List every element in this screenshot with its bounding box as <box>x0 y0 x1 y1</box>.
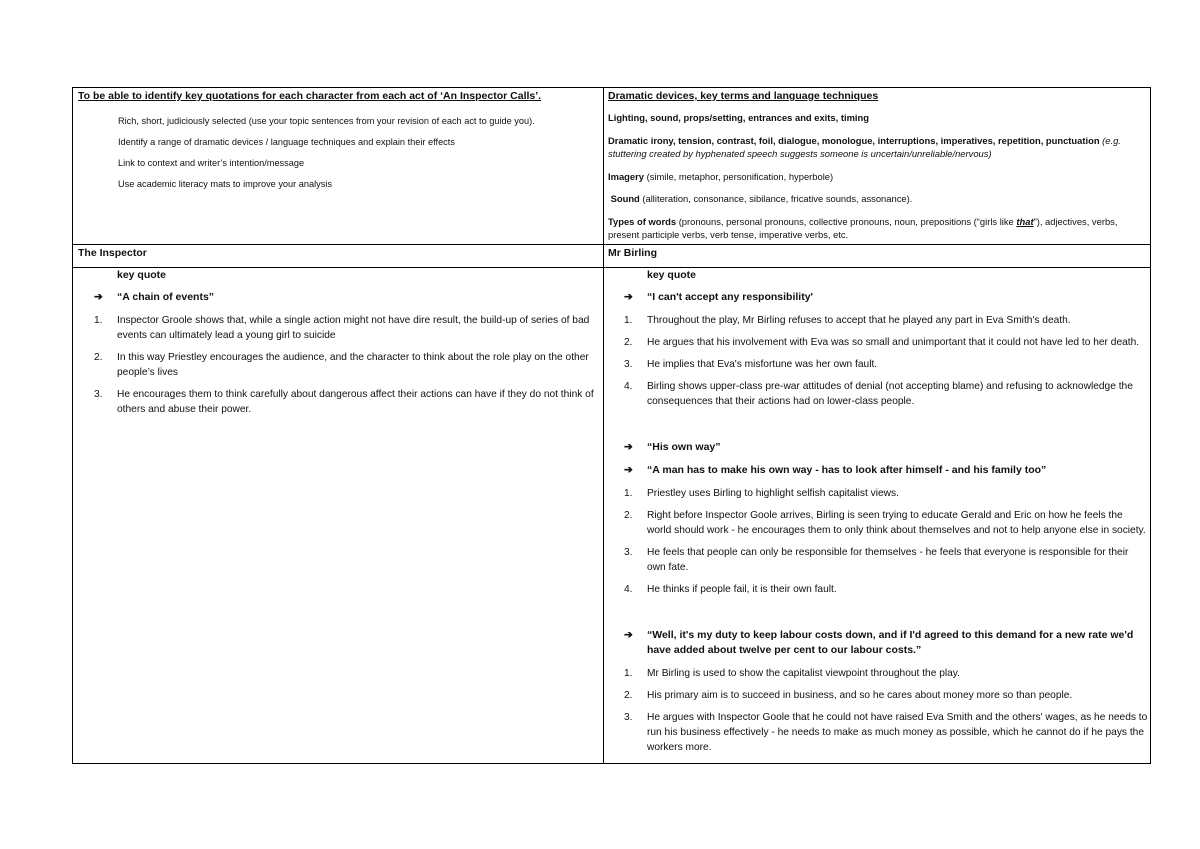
birling-quote-3 <box>605 463 1149 478</box>
list-text: He thinks if people fail, it is their own fault. <box>647 584 837 595</box>
list-number: 3. <box>624 547 633 558</box>
birling-cell <box>605 269 1149 762</box>
list-item <box>605 688 1149 703</box>
words-label: Types of words <box>608 215 677 227</box>
words-text-a: (pronouns, personal pronouns, collective pronouns, noun, prepositions (“girls like <box>678 215 1014 227</box>
devices-title: Dramatic devices, key terms and language techniques <box>608 90 879 102</box>
imagery-text: (simile, metaphor, personification, hyperbole) <box>646 170 834 182</box>
devices-dramatic-terms: Dramatic irony, tension, contrast, foil, dialogue, monologue, interruptions, imperatives, repetition, punctuation <box>608 134 1100 146</box>
devices-line-imagery <box>608 170 1146 184</box>
list-item <box>605 313 1149 328</box>
list-item <box>75 387 597 417</box>
arrow-icon: ➔ <box>624 629 633 641</box>
objective-item: Link to context and writer’s intention/message <box>118 158 305 168</box>
list-item <box>605 486 1149 501</box>
list-item <box>605 666 1149 681</box>
arrow-icon: ➔ <box>624 291 633 303</box>
list-item <box>605 545 1149 575</box>
list-text: Inspector Groole shows that, while a single action might not have dire result, the build-up of series of bad events can ultimately lead a young girl to suicide <box>117 315 590 341</box>
devices-line-words <box>608 215 1146 242</box>
list-item <box>605 357 1149 372</box>
list-number: 2. <box>624 510 633 521</box>
objective-item: Identify a range of dramatic devices / language techniques and explain their effects <box>118 137 455 147</box>
list-number: 1. <box>94 315 103 326</box>
birling-quote-1 <box>605 290 1149 305</box>
list-number: 3. <box>624 359 633 370</box>
list-item <box>75 350 597 380</box>
birling-points-2 <box>605 486 1149 597</box>
birling-quote-2 <box>605 440 1149 455</box>
list-number: 2. <box>624 690 633 701</box>
list-item <box>605 379 1149 409</box>
list-number: 4. <box>624 584 633 595</box>
devices-line-sound <box>608 192 1146 206</box>
list-number: 3. <box>624 712 633 723</box>
inspector-cell <box>75 269 597 424</box>
list-text: Mr Birling is used to show the capitalist viewpoint throughout the play. <box>647 668 960 679</box>
list-text: His primary aim is to succeed in business, and so he cares about money more so than people. <box>647 690 1073 701</box>
objectives-list <box>118 116 598 189</box>
arrow-icon: ➔ <box>624 464 633 476</box>
list-text: In this way Priestley encourages the audience, and the character to think about the role play on the other people’s lives <box>117 352 589 378</box>
sound-label: Sound <box>610 193 640 204</box>
birling-points-1 <box>605 313 1149 409</box>
arrow-icon: ➔ <box>94 291 103 303</box>
quote-text: “A man has to make his own way - has to look after himself - and his family too” <box>647 464 1047 476</box>
list-text: He argues with Inspector Goole that he could not have raised Eva Smith and the others' wages, as he needs to run his business effectively - he needs to make as much money as possible, which he cannot do if he pays the workers more. <box>647 712 1148 753</box>
row-divider-2 <box>73 267 1150 268</box>
list-number: 1. <box>624 668 633 679</box>
list-text: Birling shows upper-class pre-war attitudes of denial (not accepting blame) and refusing to acknowledge the consequences that their actions had on lower-class people. <box>647 381 1133 407</box>
revision-table <box>72 87 1151 764</box>
inspector-heading: The Inspector <box>78 247 147 259</box>
list-number: 3. <box>94 389 103 400</box>
list-number: 2. <box>94 352 103 363</box>
list-item <box>605 335 1149 350</box>
objectives-title: To be able to identify key quotations for each character from each act of ‘An Inspector Calls’. <box>78 90 542 102</box>
inspector-quote-text: “A chain of events” <box>117 291 215 303</box>
birling-heading: Mr Birling <box>608 247 657 259</box>
list-item <box>605 508 1149 538</box>
list-text: He argues that his involvement with Eva was so small and unimportant that it could not have led to her death. <box>647 337 1140 348</box>
list-item <box>605 710 1149 755</box>
list-text: Right before Inspector Goole arrives, Birling is seen trying to educate Gerald and Eric on how he feels the world should work - he encourages them to only think about themselves and not to help anyone else in society. <box>647 510 1146 536</box>
list-text: He feels that people can only be responsible for themselves - he feels that everyone is responsible for their own fate. <box>647 547 1129 573</box>
arrow-icon: ➔ <box>624 441 633 453</box>
list-text: He encourages them to think carefully about dangerous affect their actions can have if they do not think of others and abuse their power. <box>117 389 594 415</box>
words-text-b: ”), adjectives, verbs, present participle verbs, verb tense, imperative verbs, etc. <box>608 215 1118 240</box>
list-item <box>605 582 1149 597</box>
inspector-key-quote-label: key quote <box>117 269 167 281</box>
quote-text: “His own way” <box>647 441 721 453</box>
birling-quote-4 <box>605 628 1149 658</box>
objectives-cell <box>78 90 598 200</box>
list-number: 4. <box>624 381 633 392</box>
quote-text: “Well, it's my duty to keep labour costs down, and if I'd agreed to this demand for a new rate we'd have added about twelve per cent to our labour costs.” <box>647 629 1134 656</box>
column-divider <box>603 88 604 763</box>
inspector-quote <box>75 290 597 305</box>
words-that: that <box>1016 215 1034 227</box>
sound-text: (alliteration, consonance, sibilance, fricative sounds, assonance). <box>642 193 913 204</box>
birling-points-3 <box>605 666 1149 755</box>
objective-item: Rich, short, judiciously selected (use your topic sentences from your revision of each act to guide you). <box>118 116 535 126</box>
list-text: Priestley uses Birling to highlight selfish capitalist views. <box>647 488 899 499</box>
list-number: 1. <box>624 488 633 499</box>
devices-line-staging: Lighting, sound, props/setting, entrances and exits, timing <box>608 112 869 123</box>
list-item <box>75 313 597 343</box>
devices-line-dramatic <box>608 134 1146 161</box>
birling-key-quote-label: key quote <box>647 269 697 281</box>
objective-item: Use academic literacy mats to improve your analysis <box>118 179 332 189</box>
list-text: Throughout the play, Mr Birling refuses to accept that he played any part in Eva Smith's death. <box>647 315 1071 326</box>
imagery-label: Imagery <box>608 170 644 182</box>
list-text: He implies that Eva's misfortune was her own fault. <box>647 359 878 370</box>
quote-text: “I can't accept any responsibility' <box>647 291 814 303</box>
list-number: 1. <box>624 315 633 326</box>
inspector-points <box>75 313 597 417</box>
devices-cell <box>608 90 1146 251</box>
devices-dramatic-example: (e.g. stuttering created by hyphenated speech suggests someone is uncertain/unreliable/nervous) <box>608 134 1121 159</box>
list-number: 2. <box>624 337 633 348</box>
